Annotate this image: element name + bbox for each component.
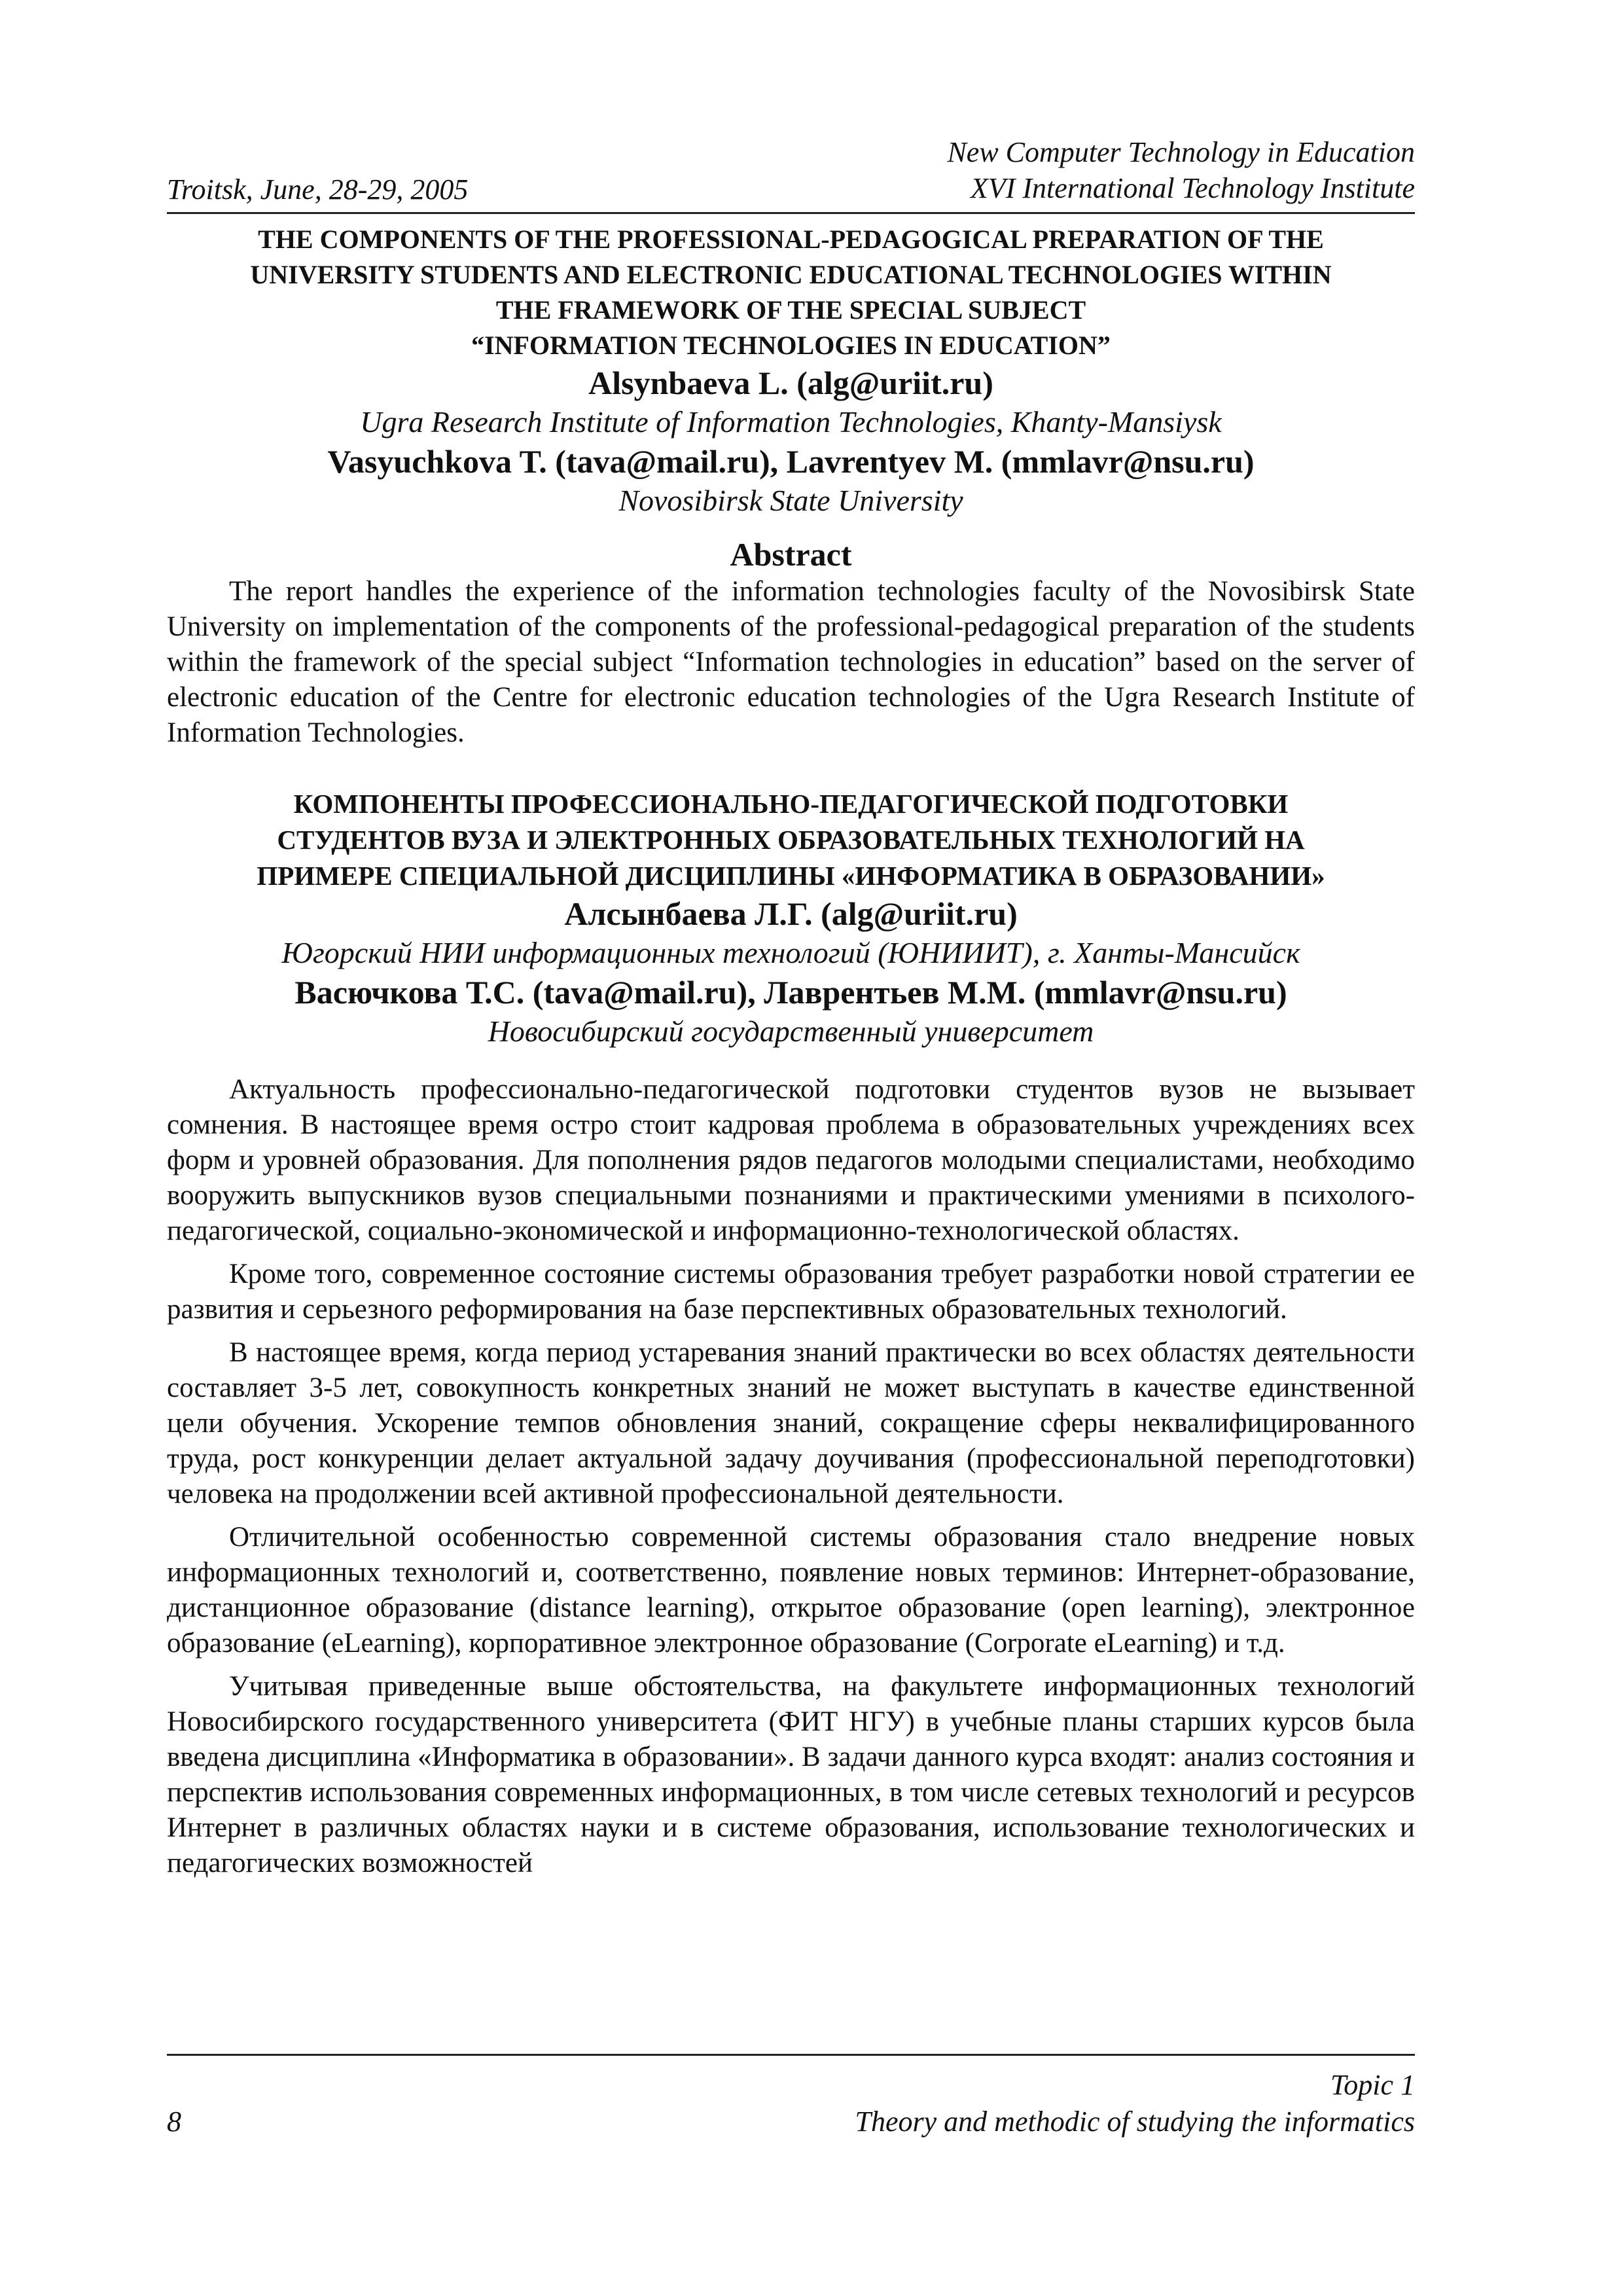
russian-affiliation-2: Новосибирский государственный университет — [488, 1014, 1094, 1048]
body-paragraph: Актуальность профессионально-педагогической подготовки студентов вузов не вызывает сомнения. В настоящее время остро стоит кадровая проблема в образовательных учреждениях всех форм и уровней образования. Для пополнения рядов педагогов молодыми специалистами, необходимо вооружить выпускников вузов специальными познаниями и практическими умениями в психолого-педагогической, социально-экономической и информационно-технологической областях. — [167, 1074, 1415, 1246]
footer-topic-block — [855, 2067, 1415, 2140]
header-right-line1: New Computer Technology in Education — [947, 136, 1415, 168]
english-affiliation-2: Novosibirsk State University — [618, 484, 963, 517]
english-title — [167, 222, 1415, 363]
running-header — [167, 134, 1415, 207]
russian-title-line: ПРИМЕРЕ СПЕЦИАЛЬНОЙ ДИСЦИПЛИНЫ «ИНФОРМАТИКА В ОБРАЗОВАНИИ» — [257, 861, 1325, 891]
russian-title-line: КОМПОНЕНТЫ ПРОФЕССИОНАЛЬНО-ПЕДАГОГИЧЕСКОЙ ПОДГОТОВКИ — [293, 789, 1289, 819]
header-rule — [167, 212, 1415, 214]
body-paragraph: Отличительной особенностью современной системы образования стало внедрение новых информационных технологий и, соответственно, появление новых терминов: Интернет-образование, дистанционное образование (distance learning), открытое образование (open learning), электронное образование (eLearning), корпоративное электронное образование (Corporate eLearning) и т.д. — [167, 1522, 1415, 1659]
page — [167, 134, 1415, 1889]
header-left: Troitsk, June, 28-29, 2005 — [167, 173, 469, 206]
header-right — [947, 134, 1415, 206]
english-title-line: “INFORMATION TECHNOLOGIES IN EDUCATION” — [471, 331, 1111, 360]
footer-topic: Topic 1 — [1330, 2069, 1415, 2101]
footer-section: Theory and methodic of studying the informatics — [855, 2106, 1415, 2138]
abstract-text: The report handles the experience of the information technologies faculty of the Novosibirsk State University on implementation of the components of the professional-pedagogical preparation of the students within the framework of the special subject “Information technologies in education” based on the server of electronic education of the Centre for electronic education technologies of the Ugra Research Institute of Information Technologies. — [167, 576, 1415, 748]
header-right-line2: XVI International Technology Institute — [970, 172, 1415, 204]
english-title-line: UNIVERSITY STUDENTS AND ELECTRONIC EDUCATIONAL TECHNOLOGIES WITHIN — [250, 260, 1332, 289]
english-author-1: Alsynbaeva L. (alg@uriit.ru) — [588, 365, 993, 401]
running-footer — [167, 2054, 1415, 2145]
english-title-line: THE COMPONENTS OF THE PROFESSIONAL-PEDAGOGICAL PREPARATION OF THE — [258, 224, 1324, 254]
russian-author-2: Васючкова Т.С. (tava@mail.ru), Лаврентьев М.М. (mmlavr@nsu.ru) — [294, 974, 1287, 1011]
english-author-2: Vasyuchkova T. (tava@mail.ru), Lavrentyev M. (mmlavr@nsu.ru) — [327, 443, 1255, 480]
body-paragraph: В настоящее время, когда период устаревания знаний практически во всех областях деятельности составляет 3-5 лет, совокупность конкретных знаний не может выступать в качестве единственной цели обучения. Ускорение темпов обновления знаний, сокращение сферы неквалифицированного труда, рост конкуренции делает актуальной задачу доучивания (профессиональной переподготовки) человека на продолжении всей активной профессиональной деятельности. — [167, 1337, 1415, 1509]
russian-author-1: Алсынбаева Л.Г. (alg@uriit.ru) — [564, 895, 1018, 932]
russian-title-line: СТУДЕНТОВ ВУЗА И ЭЛЕКТРОННЫХ ОБРАЗОВАТЕЛЬНЫХ ТЕХНОЛОГИЙ НА — [277, 825, 1305, 855]
body-paragraph: Кроме того, современное состояние системы образования требует разработки новой стратегии ее развития и серьезного реформирования на базе перспективных образовательных технологий. — [167, 1259, 1415, 1325]
footer-rule — [167, 2054, 1415, 2056]
russian-body — [167, 1072, 1415, 1881]
russian-affiliation-1: Югорский НИИ информационных технологий (ЮНИИИТ), г. Ханты-Мансийск — [281, 936, 1300, 969]
russian-title — [167, 786, 1415, 894]
body-paragraph: Учитывая приведенные выше обстоятельства, на факультете информационных технологий Новосибирского государственного университета (ФИТ НГУ) в учебные планы старших курсов была введена дисциплина «Информатика в образовании». В задачи данного курса входят: анализ состояния и перспектив использования современных информационных, в том числе сетевых технологий и ресурсов Интернет в различных областях науки и в системе образования, использование технологических и педагогических возможностей — [167, 1671, 1415, 1878]
abstract-heading: Abstract — [730, 536, 852, 573]
english-affiliation-1: Ugra Research Institute of Information Technologies, Khanty-Mansiysk — [360, 405, 1222, 439]
english-title-line: THE FRAMEWORK OF THE SPECIAL SUBJECT — [495, 295, 1086, 325]
page-number: 8 — [167, 2106, 181, 2138]
